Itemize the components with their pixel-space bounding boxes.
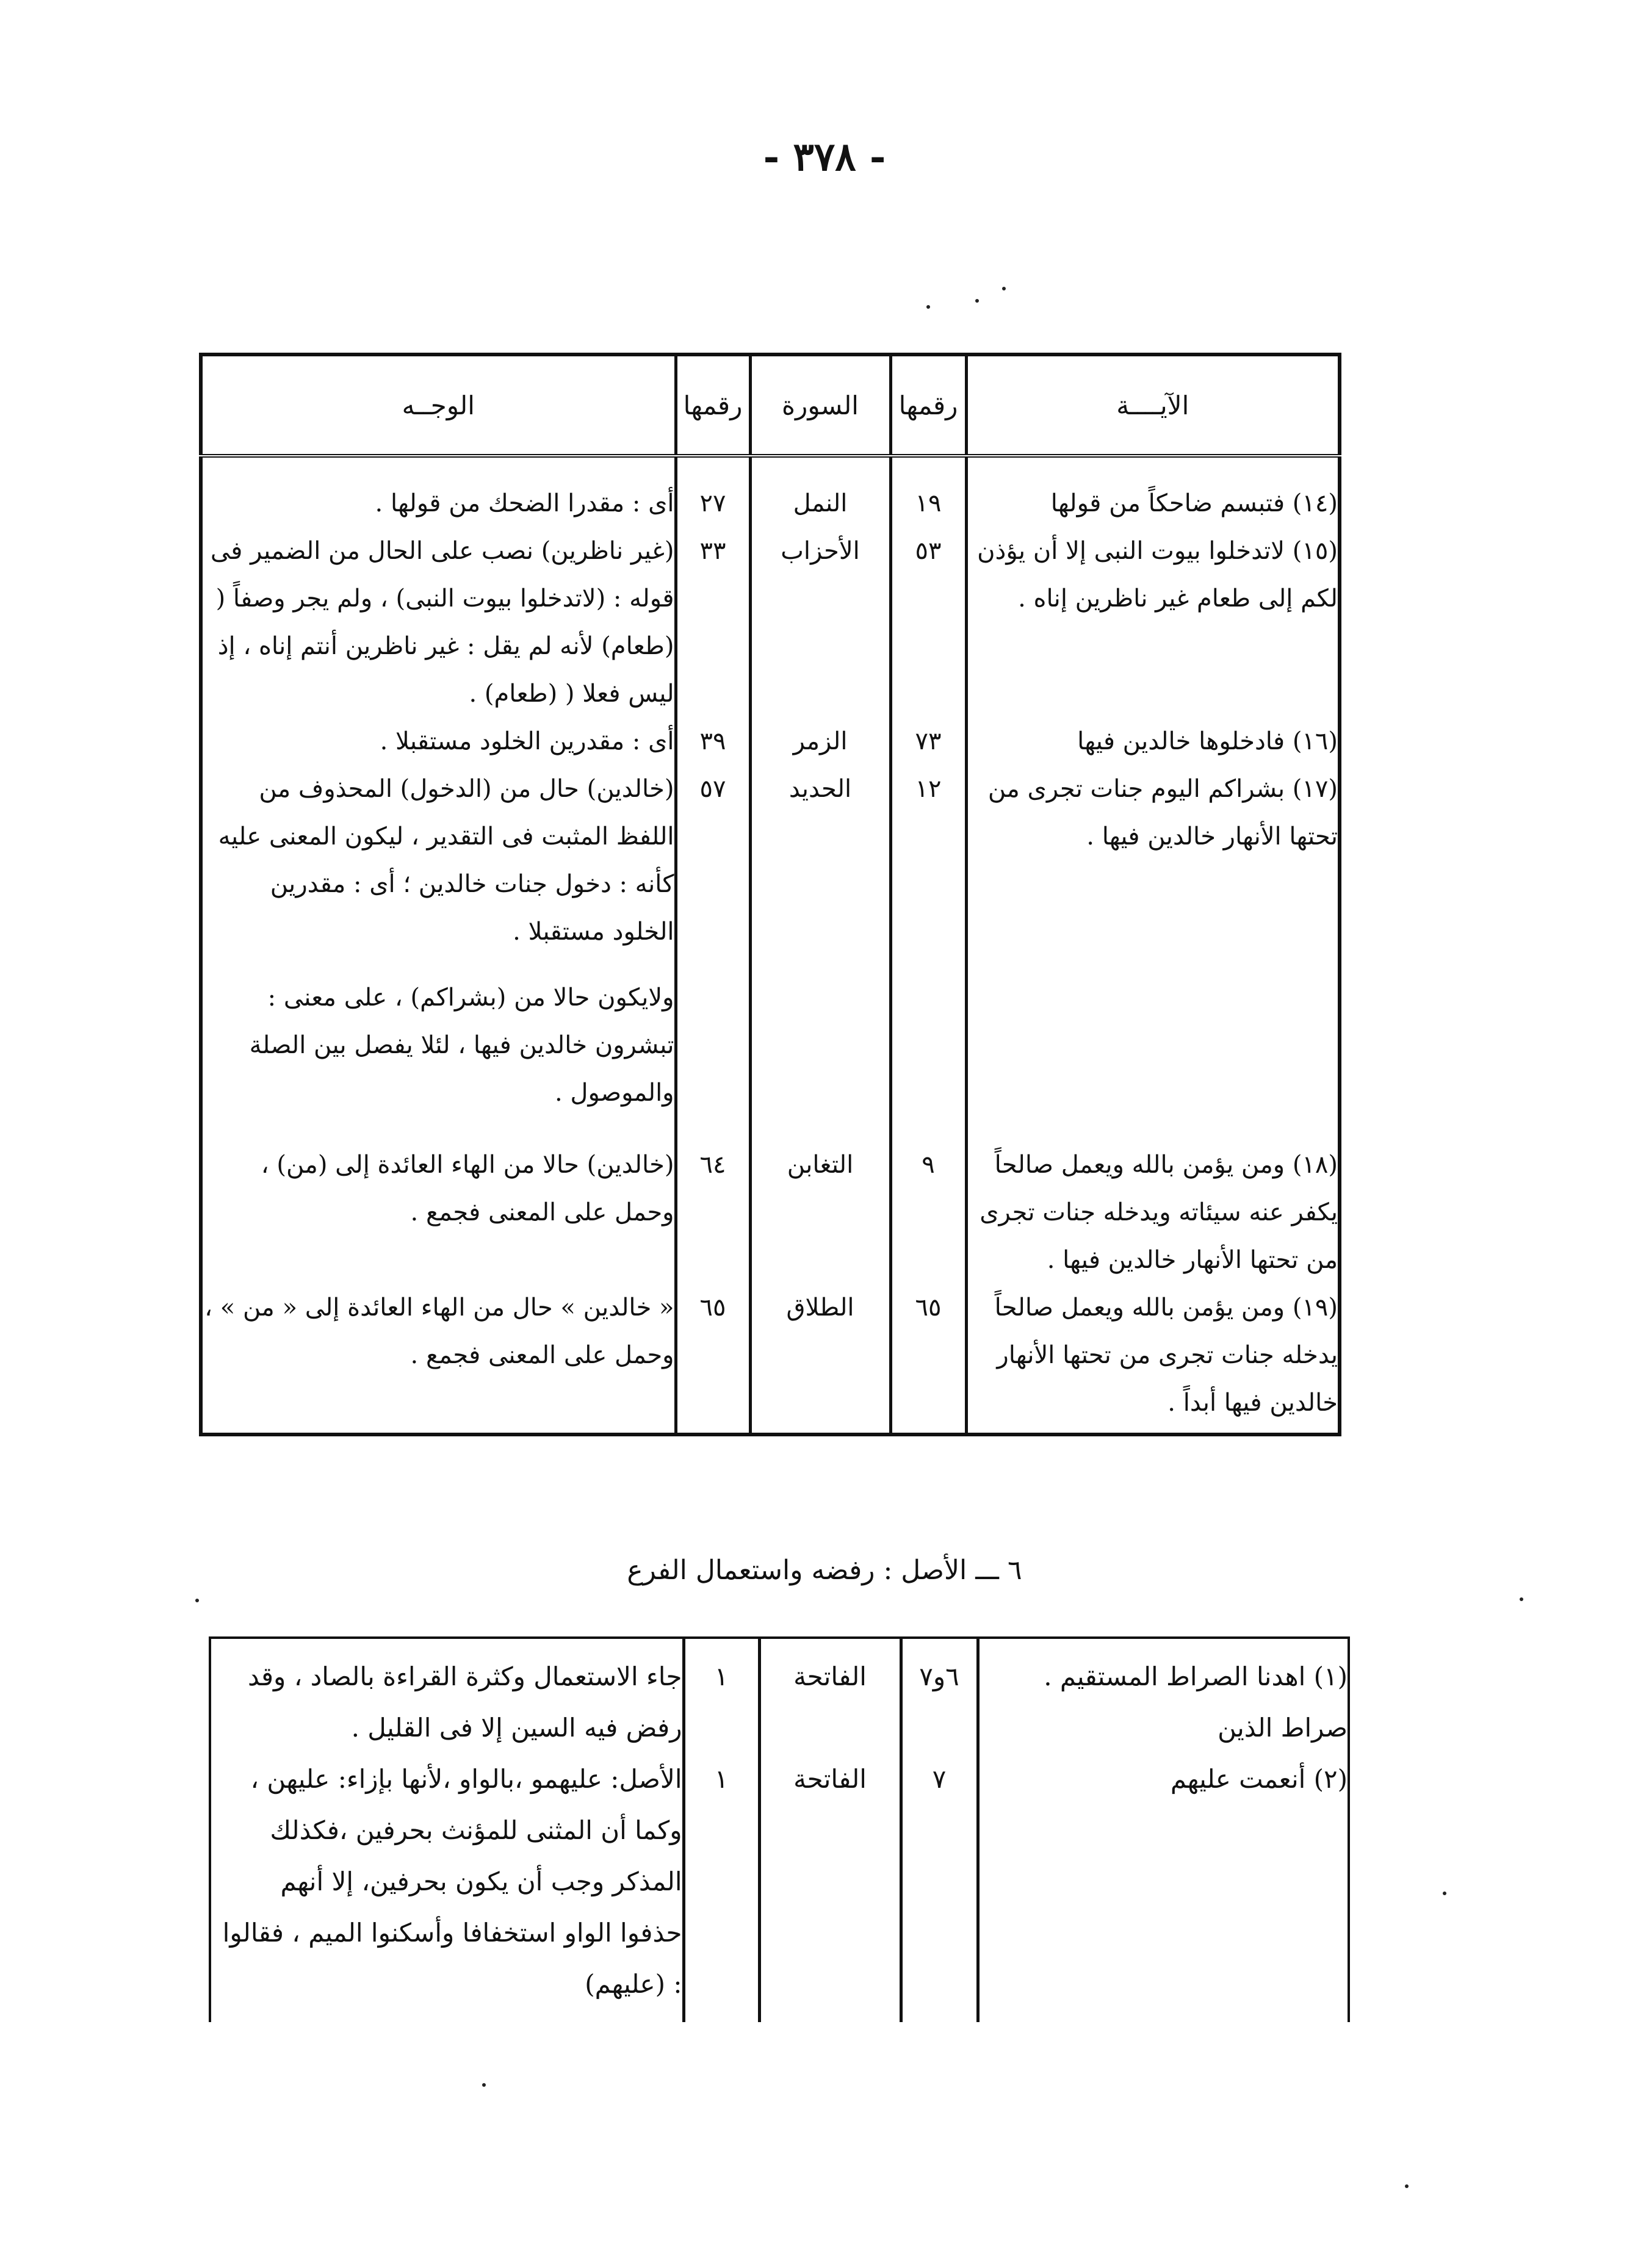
- reason-cell: (خالدين) حالا من الهاء العائدة إلى (من) ، وحمل على المعنى فجمع .: [261, 1151, 674, 1226]
- table-row: [201, 765, 1340, 956]
- verse-number-cell: [890, 956, 966, 1117]
- table-row: [201, 1284, 1340, 1435]
- reason-cell: (غير ناظرين) نصب على الحال من الضمير فى قوله : (لاتدخلوا بيوت النبى) ، ولم يجر وصفاً ( (طعام) لأنه لم يقل : غير ناظرين أنتم إناه ، إذ ليس فعلا ( (طعام) .: [210, 537, 674, 708]
- sura-cell: الطلاق: [750, 1284, 890, 1435]
- sura-cell: الفاتحة: [759, 1754, 901, 2022]
- header-verse-no: رقمها: [890, 355, 966, 456]
- header-reason: الوجــه: [201, 355, 676, 456]
- verse-number-cell: ٥٣: [890, 527, 966, 718]
- scan-speck: [975, 299, 979, 303]
- sura-number-cell: [676, 956, 750, 1117]
- verse-cell: (١٦) فادخلوها خالدين فيها: [966, 718, 1340, 765]
- sura-number-cell: ٣٩: [676, 718, 750, 765]
- sura-number-cell: ١: [684, 1754, 759, 2022]
- page-number: - ٣٧٨ -: [763, 134, 886, 180]
- sura-number-cell: ٥٧: [676, 765, 750, 956]
- table-row: [201, 956, 1340, 1117]
- table-row: [201, 527, 1340, 718]
- table-row: [201, 1117, 1340, 1284]
- verse-number-cell: ٧٣: [890, 718, 966, 765]
- verse-cell: (١٤) فتبسم ضاحكاً من قولها: [966, 480, 1340, 527]
- verse-number-cell: ٦و٧: [901, 1638, 978, 1754]
- table-2: [209, 1636, 1350, 2022]
- reason-cell: أى : مقدرا الضحك من قولها .: [375, 489, 674, 517]
- verse-cell: [966, 956, 1340, 1117]
- section-title: ٦ ـــ الأصل : رفضه واستعمال الفرع: [627, 1555, 1022, 1586]
- verse-number-cell: ٩: [890, 1117, 966, 1284]
- reason-cell: (خالدين) حال من (الدخول) المحذوف من اللفظ المثبت فى التقدير ، ليكون المعنى عليه كأنه : دخول جنات خالدين ؛ أى : مقدرين الخلود مستقبلا .: [218, 775, 674, 946]
- reason-cell: أى : مقدرين الخلود مستقبلا .: [380, 727, 674, 755]
- scan-speck: [195, 1599, 199, 1602]
- scan-speck: [1443, 1892, 1446, 1895]
- sura-cell: التغابن: [750, 1117, 890, 1284]
- scan-speck: [1405, 2184, 1409, 2188]
- sura-cell: الزمر: [750, 718, 890, 765]
- header-verse: الآيــــة: [966, 355, 1340, 456]
- scan-speck: [1002, 287, 1006, 290]
- table-row: [201, 480, 1340, 527]
- reason-cell: ولايكون حالا من (بشراكم) ، على معنى : تبشرون خالدين فيها ، لئلا يفصل بين الصلة والموصول .: [249, 984, 674, 1107]
- sura-number-cell: ١: [684, 1638, 759, 1754]
- header-sura: السورة: [750, 355, 890, 456]
- sura-cell: الحديد: [750, 765, 890, 956]
- table-row: [201, 718, 1340, 765]
- verse-number-cell: ٧: [901, 1754, 978, 2022]
- sura-cell: النمل: [750, 480, 890, 527]
- verse-number-cell: ١٩: [890, 480, 966, 527]
- table-1-header-row: [201, 355, 1340, 456]
- reason-cell: الأصل: عليهمو ،بالواو ،لأنها بإزاء: عليهن ، وكما أن المثنى للمؤنث بحرفين ،فكذلك المذكر وجب أن يكون بحرفين، إلا أنهم حذفوا الواو استخفافا وأسكنوا الميم ، فقالوا : (عليهم): [222, 1764, 682, 1999]
- sura-cell: [750, 956, 890, 1117]
- verse-number-cell: ١٢: [890, 765, 966, 956]
- sura-number-cell: ٦٤: [676, 1117, 750, 1284]
- verse-cell: (١٥) لاتدخلوا بيوت النبى إلا أن يؤذن لكم إلى طعام غير ناظرين إناه .: [966, 527, 1340, 718]
- verse-cell: (١٨) ومن يؤمن بالله ويعمل صالحاً يكفر عنه سيئاته ويدخله جنات تجرى من تحتها الأنهار خالدين فيها .: [966, 1117, 1340, 1284]
- table-1: [199, 353, 1341, 1436]
- reason-cell: « خالدين » حال من الهاء العائدة إلى « من » ، وحمل على المعنى فجمع .: [204, 1294, 674, 1369]
- reason-cell: جاء الاستعمال وكثرة القراءة بالصاد ، وقد رفض فيه السين إلا فى القليل .: [247, 1661, 682, 1743]
- sura-number-cell: ٢٧: [676, 480, 750, 527]
- scan-speck: [926, 305, 930, 309]
- verse-cell: (٢) أنعمت عليهم: [978, 1754, 1349, 2022]
- table-row: [210, 1754, 1349, 2022]
- table-row: [210, 1638, 1349, 1754]
- verse-cell: (١٩) ومن يؤمن بالله ويعمل صالحاً يدخله جنات تجرى من تحتها الأنهار خالدين فيها أبداً .: [966, 1284, 1340, 1435]
- verse-cell: (١٧) بشراكم اليوم جنات تجرى من تحتها الأنهار خالدين فيها .: [966, 765, 1340, 956]
- scan-speck: [1520, 1597, 1523, 1601]
- sura-number-cell: ٦٥: [676, 1284, 750, 1435]
- sura-cell: الأحزاب: [750, 527, 890, 718]
- verse-number-cell: ٦٥: [890, 1284, 966, 1435]
- header-sura-no: رقمها: [676, 355, 750, 456]
- sura-number-cell: ٣٣: [676, 527, 750, 718]
- verse-cell: (١) اهدنا الصراط المستقيم . صراط الذين: [978, 1638, 1349, 1754]
- sura-cell: الفاتحة: [759, 1638, 901, 1754]
- scan-speck: [482, 2083, 486, 2087]
